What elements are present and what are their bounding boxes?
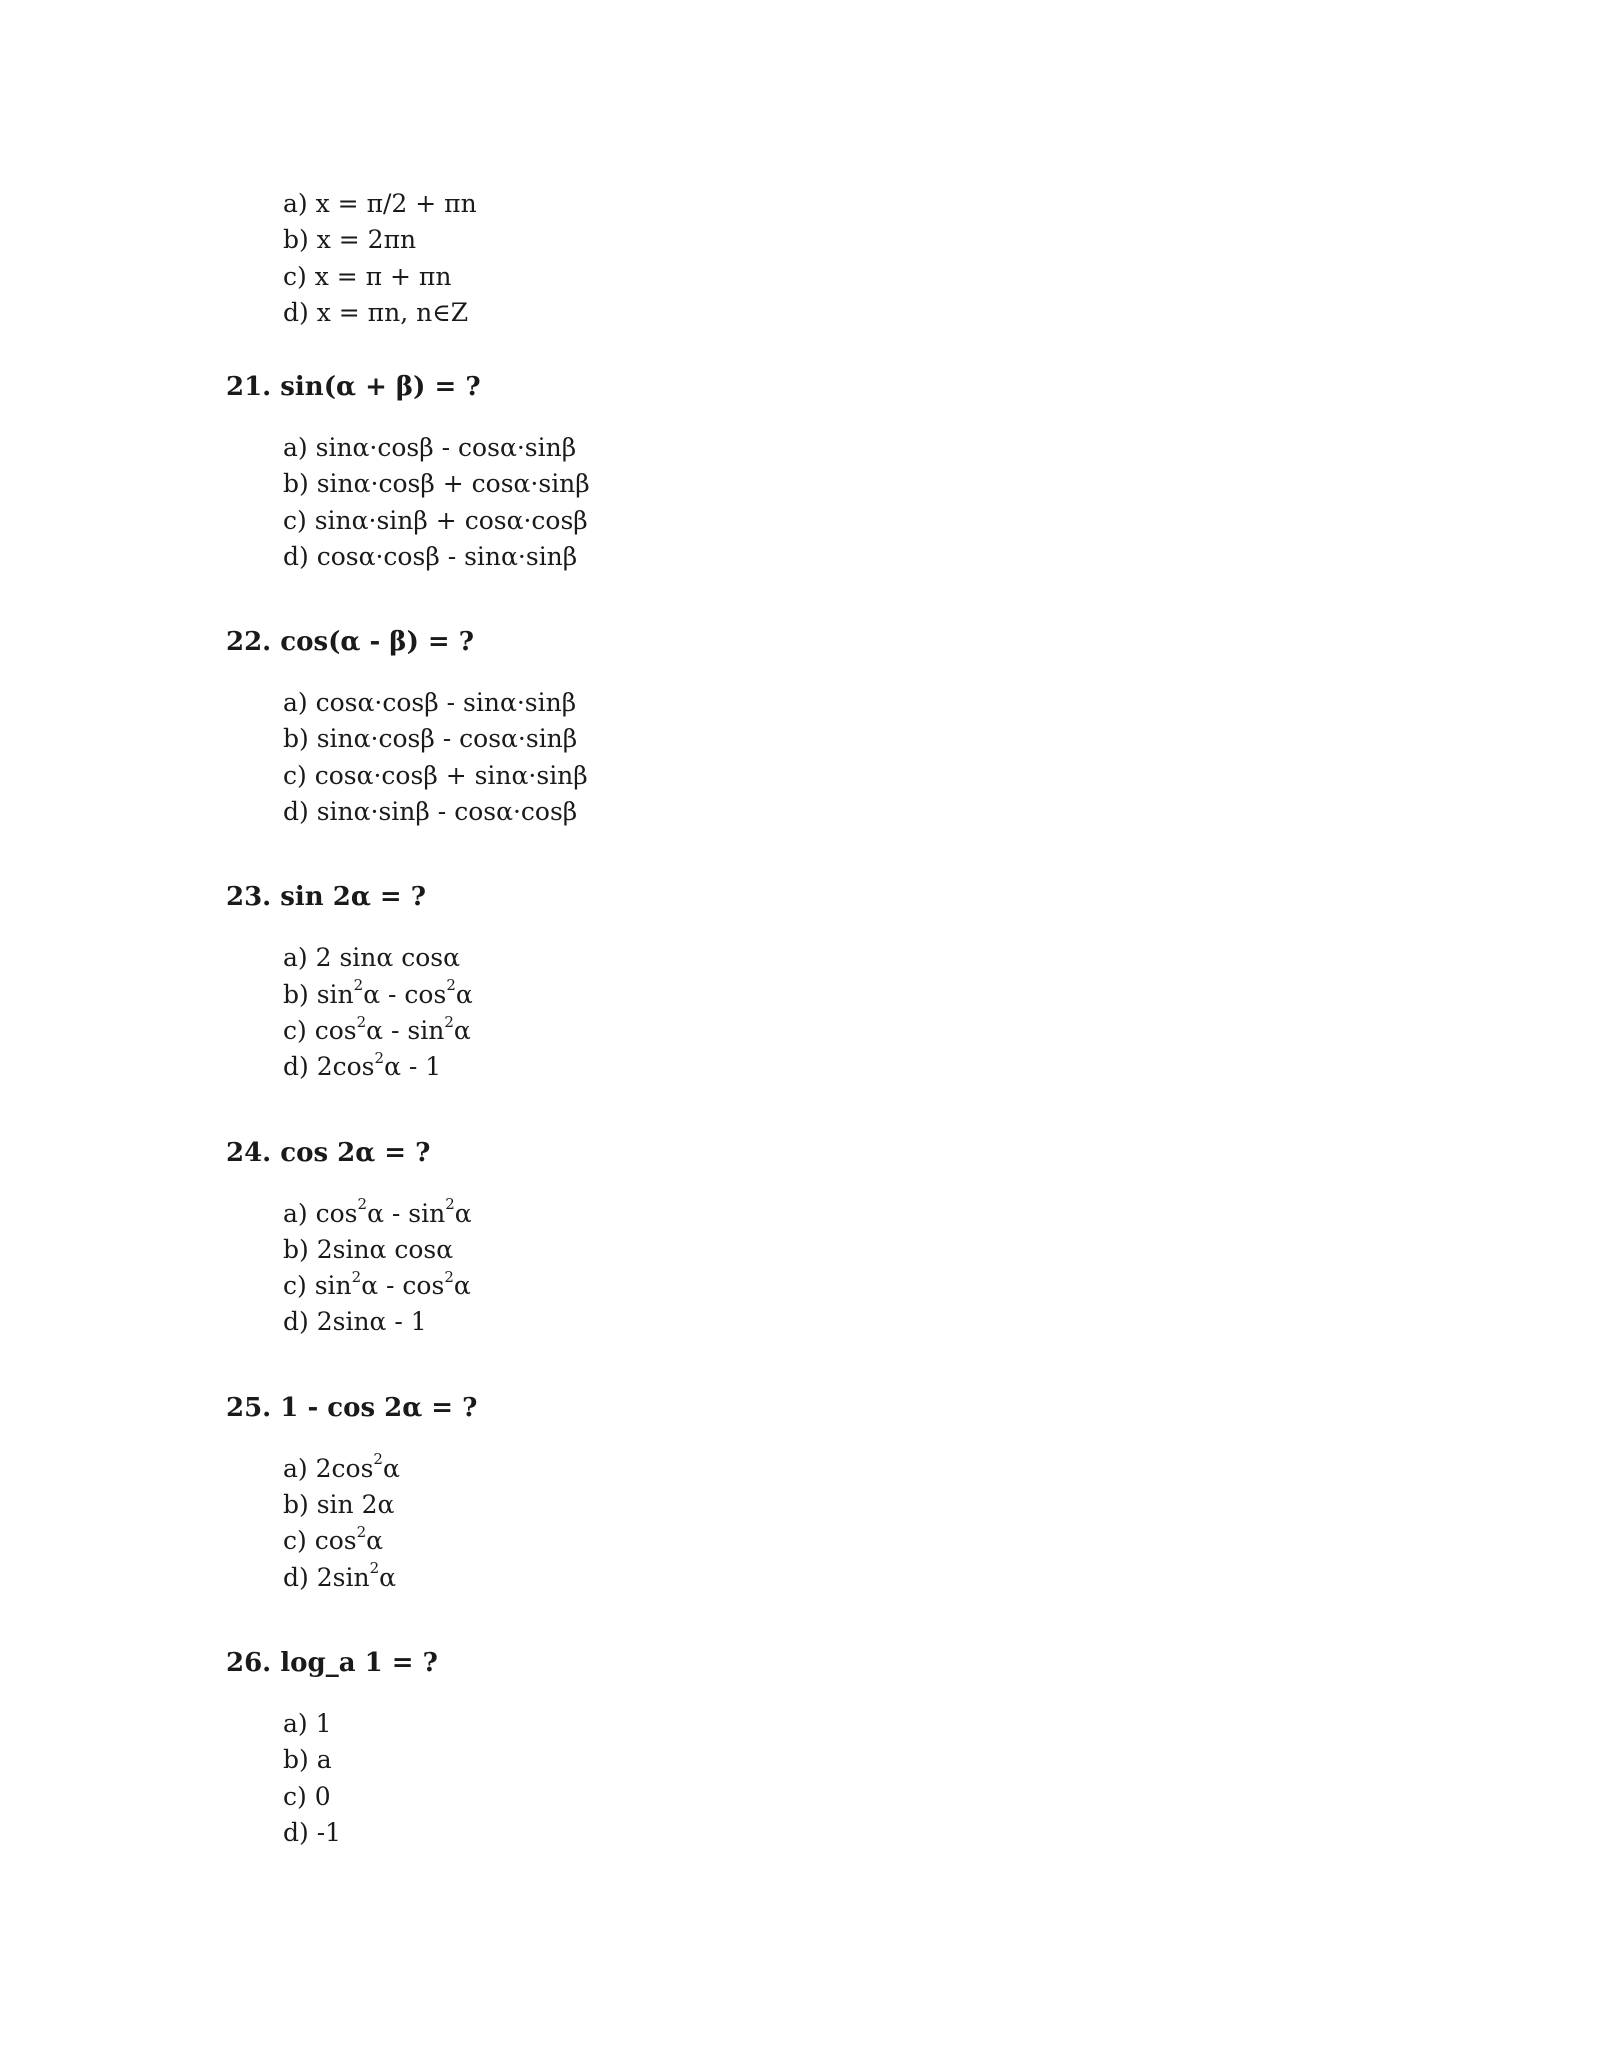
option-text: sinα·sinβ - cosα·cosβ — [316, 797, 578, 827]
question-prompt: log_a 1 = ? — [280, 1647, 438, 1678]
question-number: 22. — [226, 627, 272, 658]
option-letter: b) — [283, 225, 309, 255]
option-letter: c) — [283, 1015, 307, 1045]
option-text: x = π + πn — [314, 261, 452, 291]
answer-option — [283, 685, 590, 721]
question-prompt: sin(α + β) = ? — [280, 372, 481, 402]
question-prompt: 1 - cos 2α = ? — [280, 1392, 478, 1423]
answer-option — [283, 1232, 590, 1268]
question-title — [226, 877, 590, 917]
question-title — [226, 1643, 590, 1683]
answer-option — [283, 1013, 590, 1049]
answer-option — [283, 1742, 590, 1778]
option-text: sinα·cosβ + cosα·sinβ — [316, 469, 590, 499]
question-title — [226, 1388, 590, 1428]
option-text: 0 — [314, 1781, 331, 1811]
option-letter: b) — [283, 724, 309, 754]
answer-options — [283, 685, 590, 830]
option-letter: c) — [283, 1781, 307, 1811]
option-letter: c) — [283, 505, 307, 535]
option-text: a — [316, 1745, 332, 1775]
option-letter: d) — [283, 1562, 309, 1592]
option-text: 2sinα cosα — [316, 1234, 454, 1264]
option-text: cosα·cosβ - sinα·sinβ — [315, 688, 577, 718]
answer-options — [283, 1196, 590, 1341]
option-text: $2\cos^2\alpha$ — [315, 1450, 400, 1483]
option-letter: a) — [283, 1708, 308, 1738]
answer-option — [283, 940, 590, 976]
option-text: sinα·cosβ - cosα·sinβ — [315, 433, 577, 462]
option-letter: a) — [283, 189, 308, 218]
option-text: $\sin^2\alpha - \cos^2\alpha$ — [314, 1267, 471, 1301]
answer-option — [283, 295, 477, 331]
option-text: x = π/2 + πn — [315, 189, 477, 218]
option-text: sinα·cosβ - cosα·sinβ — [316, 724, 578, 754]
answer-option — [283, 977, 590, 1013]
superscript-two: 2 — [374, 1048, 385, 1067]
superscript-two: 2 — [351, 1267, 362, 1286]
option-letter: d) — [283, 297, 309, 327]
superscript-two: 2 — [356, 1012, 367, 1031]
answer-option — [283, 1815, 590, 1851]
answer-option — [283, 430, 590, 466]
answer-option — [283, 721, 590, 757]
option-text: 1 — [315, 1708, 332, 1738]
previous-question-options — [283, 186, 477, 331]
option-text: $\cos^2\alpha - \sin^2\alpha$ — [314, 1012, 471, 1045]
question-block — [226, 622, 590, 830]
answer-option — [283, 1304, 590, 1340]
answer-option — [283, 503, 590, 539]
question-number: 23. — [226, 882, 272, 913]
option-letter: d) — [283, 1817, 309, 1847]
option-letter: b) — [283, 1490, 309, 1520]
superscript-two: 2 — [446, 976, 456, 995]
option-text: $2\sin^2\alpha$ — [316, 1559, 396, 1592]
superscript-two: 2 — [444, 1012, 454, 1031]
superscript-two: 2 — [357, 1195, 368, 1214]
answer-option — [283, 1523, 590, 1559]
question-block — [226, 1643, 590, 1851]
option-letter: a) — [283, 943, 308, 973]
answer-option — [283, 1196, 590, 1232]
answer-options — [283, 1706, 590, 1851]
answer-option — [283, 466, 590, 502]
option-text: $\cos^2\alpha$ — [314, 1523, 384, 1556]
option-text: $2\cos^2\alpha - 1$ — [316, 1048, 442, 1082]
option-letter: a) — [283, 688, 308, 718]
option-text: -1 — [316, 1817, 342, 1847]
superscript-two: 2 — [353, 976, 364, 995]
superscript-two: 2 — [445, 1195, 455, 1214]
option-letter: d) — [283, 1052, 309, 1082]
option-text: x = 2πn — [316, 225, 417, 255]
option-text: cosα·cosβ + sinα·sinβ — [314, 760, 588, 790]
question-number: 24. — [226, 1137, 272, 1168]
question-title — [226, 1133, 590, 1173]
question-block — [226, 1388, 590, 1596]
question-prompt: cos 2α = ? — [280, 1137, 431, 1168]
option-text: sin 2α — [316, 1490, 395, 1520]
option-letter: b) — [283, 1234, 309, 1264]
option-text: $\sin^2\alpha - \cos^2\alpha$ — [316, 976, 473, 1009]
answer-option — [283, 259, 477, 295]
question-block — [226, 1133, 590, 1341]
superscript-two: 2 — [369, 1559, 380, 1578]
option-letter: d) — [283, 797, 309, 827]
option-letter: b) — [283, 979, 309, 1009]
option-letter: b) — [283, 469, 309, 499]
question-title — [226, 367, 590, 407]
question-block — [226, 877, 590, 1085]
question-number: 26. — [226, 1647, 272, 1678]
option-text: $\cos^2\alpha - \sin^2\alpha$ — [315, 1195, 472, 1228]
option-text: 2sinα - 1 — [316, 1307, 427, 1337]
question-list — [226, 367, 590, 1898]
option-letter: c) — [283, 1271, 307, 1301]
option-text: sinα·sinβ + cosα·cosβ — [314, 505, 588, 535]
answer-option — [283, 222, 477, 258]
option-letter: c) — [283, 261, 307, 291]
option-letter: b) — [283, 1745, 309, 1775]
superscript-two: 2 — [444, 1267, 454, 1286]
answer-option — [283, 1268, 590, 1304]
question-number: 25. — [226, 1392, 272, 1423]
option-letter: d) — [283, 1307, 309, 1337]
option-text: x = πn, n∈Z — [316, 297, 469, 327]
answer-option — [283, 1487, 590, 1523]
answer-option — [283, 539, 590, 575]
answer-option — [283, 758, 590, 794]
answer-options — [283, 940, 590, 1085]
option-letter: a) — [283, 1453, 308, 1483]
answer-option — [283, 1049, 590, 1085]
answer-option — [283, 1706, 590, 1742]
option-letter: c) — [283, 1526, 307, 1556]
option-letter: c) — [283, 760, 307, 790]
answer-option — [283, 1779, 590, 1815]
answer-option — [283, 1451, 590, 1487]
question-block — [226, 367, 590, 575]
option-text: 2 sinα cosα — [315, 943, 460, 973]
answer-option — [283, 1560, 590, 1596]
answer-option — [283, 794, 590, 830]
question-prompt: cos(α - β) = ? — [280, 627, 475, 658]
question-number: 21. — [226, 372, 272, 402]
option-letter: a) — [283, 433, 308, 462]
answer-options — [283, 430, 590, 575]
answer-option — [283, 186, 477, 222]
question-title — [226, 622, 590, 662]
option-text: cosα·cosβ - sinα·sinβ — [316, 541, 578, 571]
option-letter: d) — [283, 541, 309, 571]
superscript-two: 2 — [356, 1523, 367, 1542]
option-letter: a) — [283, 1198, 308, 1228]
answer-options — [283, 1451, 590, 1596]
question-prompt: sin 2α = ? — [280, 882, 426, 913]
superscript-two: 2 — [373, 1450, 383, 1469]
